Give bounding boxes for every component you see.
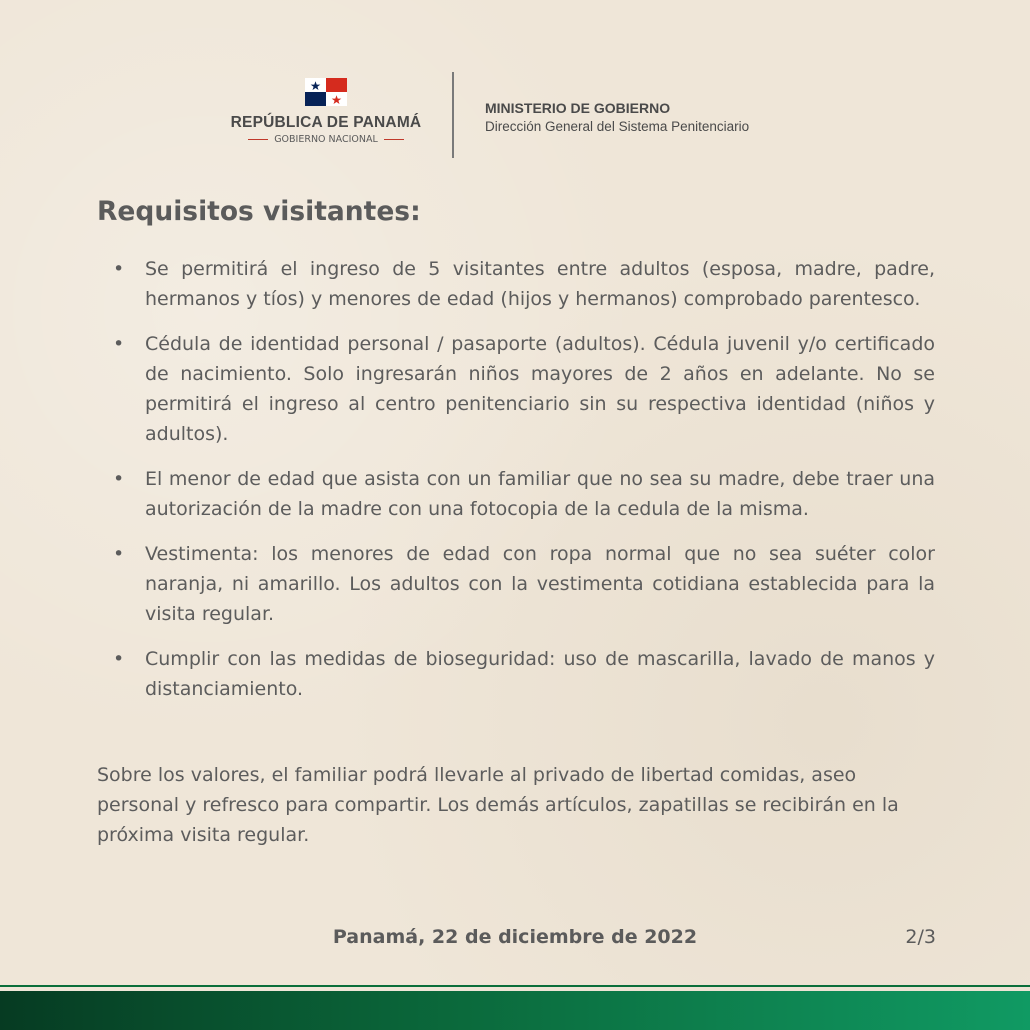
requirement-text: Vestimenta: los menores de edad con ropa normal que no sea suéter color naranja, ni amarillo. Los adultos con la vestimenta cotidiana establecida para la visita regular. <box>145 543 935 625</box>
footer-green-band <box>0 991 1030 1030</box>
panama-flag-icon <box>305 78 347 106</box>
list-item <box>97 539 935 629</box>
closing-paragraph: Sobre los valores, el familiar podrá llevarle al privado de libertad comidas, aseo personal y refresco para compartir. Los demás artículos, zapatillas se recibirán en la próxima visita regular. <box>97 764 899 846</box>
bullet-icon: • <box>113 468 125 490</box>
header <box>0 72 1030 162</box>
list-item <box>97 329 935 449</box>
header-divider <box>452 72 454 158</box>
red-line-left <box>248 139 268 141</box>
red-line-right <box>384 139 404 141</box>
list-item <box>97 464 935 524</box>
bullet-icon: • <box>113 543 125 565</box>
requirement-text: Cumplir con las medidas de bioseguridad: uso de mascarilla, lavado de manos y distanciamiento. <box>145 648 935 700</box>
bullet-icon: • <box>113 258 125 280</box>
country-name: REPÚBLICA DE PANAMÁ <box>230 114 422 131</box>
footer-date: Panamá, 22 de diciembre de 2022 <box>332 926 698 948</box>
government-subtitle <box>222 134 430 145</box>
ministry-name: MINISTERIO DE GOBIERNO <box>485 100 671 116</box>
requirement-text: El menor de edad que asista con un familiar que no sea su madre, debe traer una autorización de la madre con una fotocopia de la cedula de la misma. <box>145 468 935 520</box>
list-item <box>97 254 935 314</box>
requirement-text: Cédula de identidad personal / pasaporte (adultos). Cédula juvenil y/o certificado de nacimiento. Solo ingresarán niños mayores de 2 años en adelante. No se permitirá el ingreso al centro penitenciario sin su respectiva identidad (niños y adultos). <box>145 333 935 445</box>
bullet-icon: • <box>113 648 125 670</box>
requirement-text: Se permitirá el ingreso de 5 visitantes entre adultos (esposa, madre, padre, hermanos y tíos) y menores de edad (hijos y hermanos) comprobado parentesco. <box>145 258 935 310</box>
requirements-list <box>97 254 935 719</box>
list-item <box>97 644 935 704</box>
government-label: GOBIERNO NACIONAL <box>274 134 378 145</box>
page-heading: Requisitos visitantes: <box>97 196 421 227</box>
bullet-icon: • <box>113 333 125 355</box>
government-logo <box>222 78 430 145</box>
footer-divider-line <box>0 985 1030 987</box>
ministry-block <box>485 100 749 134</box>
department-name: Dirección General del Sistema Penitenciario <box>485 119 750 134</box>
page-number: 2/3 <box>905 926 936 948</box>
